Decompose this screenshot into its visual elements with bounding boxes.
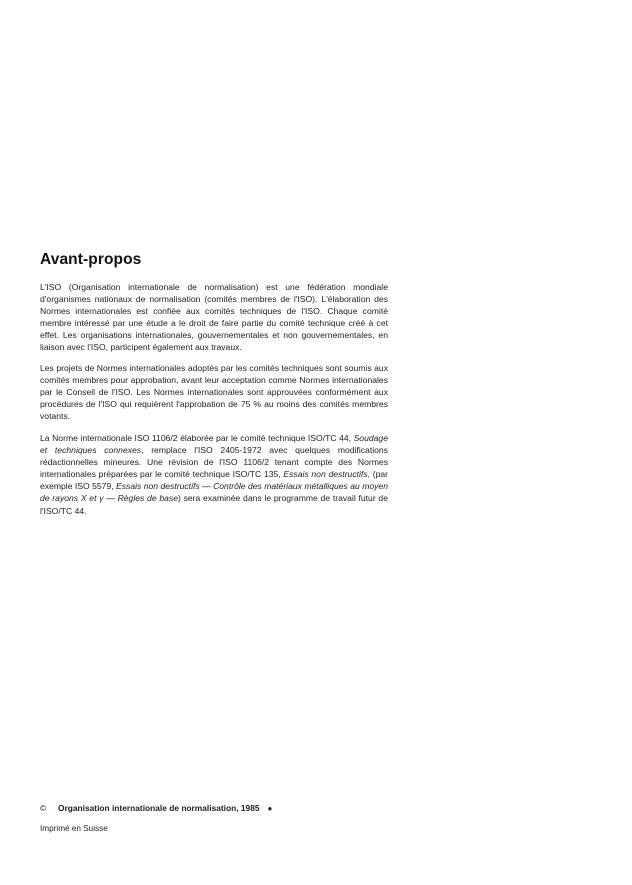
printed-in-label: Imprimé en Suisse — [40, 824, 108, 833]
copyright-text: Organisation internationale de normalisation, 1985 — [58, 803, 260, 813]
copyright-icon: © — [40, 803, 47, 813]
paragraph-standard-details — [40, 432, 388, 517]
paragraph-text-segment: La Norme internationale ISO 1106/2 élaborée par le comité technique ISO/TC 44, — [40, 433, 352, 443]
bullet-icon: ● — [267, 804, 273, 813]
committee-title-italic: Soudage et techniques connexes — [40, 433, 388, 456]
paragraph-iso-intro: L'ISO (Organisation internationale de normalisation) est une fédération mondiale d'organismes nationaux de normalisation (comités membres de l'ISO). L'élaboration des Normes internationales est confiée aux comités techniques de l'ISO. Chaque comité membre intéressé par une étude a le droit de faire partie du comité technique créé à cet effet. Les organisations internationales, gouvernementales et non gouvernementales, en liaison avec l'ISO, participent également aux travaux. — [40, 282, 388, 353]
paragraph-text-segment: , remplace l'ISO 2405-1972 avec quelques modifications rédactionnelles mineures. Une révision de l'ISO 1106/2 tenant compte des Normes internationales préparées par le comité technique ISO/TC 135, — [40, 445, 388, 480]
copyright-line — [40, 803, 272, 813]
paragraph-text-segment: ) sera examinée dans le programme de travail futur de l'ISO/TC 44. — [40, 493, 388, 516]
standard-title-italic: Essais non destructifs — Contrôle des matériaux métalliques au moyen de rayons X et γ — Règles de base — [40, 481, 388, 504]
paragraph-text-segment: , (par exemple ISO 5579, — [40, 469, 389, 492]
page-title: Avant-propos — [40, 251, 142, 268]
committee-title-italic: Essais non destructifs — [283, 469, 368, 480]
paragraph-approval: Les projets de Normes internationales adoptés par les comités techniques sont soumis aux comités membres pour approbation, avant leur acceptation comme Normes internationales par le Conseil de l'ISO. Les Normes internationales sont approuvées conformément aux procédures de l'ISO qui requièrent l'approbation de 75 % au moins des comités membres votants. — [40, 363, 388, 422]
